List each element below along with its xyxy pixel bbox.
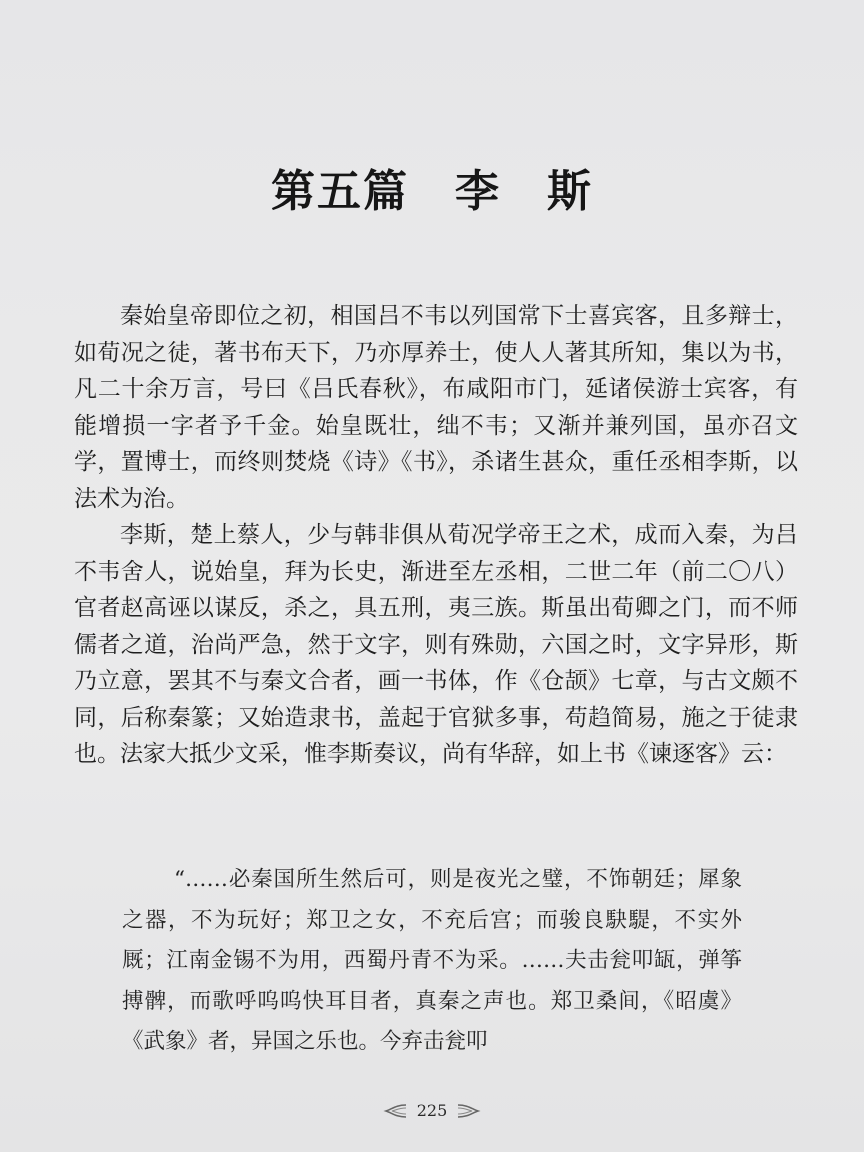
chapter-title: 第五篇 李 斯 (271, 166, 593, 217)
block-quote (122, 860, 742, 1063)
paragraph: 秦始皇帝即位之初，相国吕不韦以列国常下士喜宾客，且多辩士，如荀况之徒，著书布天下，乃亦厚养士，使人人著其所知，集以为书，凡二十余万言，号曰《吕氏春秋》，布咸阳市门，延诸侯游士宾客，有能增损一字者予千金。始皇既壮，绌不韦；又渐并兼列国，虽亦召文学，置博士，而终则焚烧《诗》《书》，杀诸生甚众，重任丞相李斯，以法术为治。 (74, 303, 798, 512)
paragraph: 李斯，楚上蔡人，少与韩非俱从荀况学帝王之术，成而入秦，为吕不韦舍人，说始皇，拜为长史，渐进至左丞相，二世二年（前二〇八）官者赵高诬以谋反，杀之，具五刑，夷三族。斯虽出荀卿之门，而不师儒者之道，治尚严急，然于文字，则有殊勋，六国之时，文字异形，斯乃立意，罢其不与秦文合者，画一书体，作《仓颉》七章，与古文颇不同，后称秦篆；又始造隶书，盖起于官狱多事，苟趋简易，施之于徒隶也。法家大抵少文采，惟李斯奏议，尚有华辞，如上书《谏逐客》云： (74, 522, 798, 767)
body-text (74, 298, 798, 773)
page-number: 225 (416, 1100, 448, 1120)
quote-text: “……必秦国所生然后可，则是夜光之璧，不饰朝廷；犀象之器，不为玩好；郑卫之女，不充后宫；而骏良駃騠，不实外厩；江南金锡不为用，西蜀丹青不为采。……夫击瓮叩缻，弹筝搏髀，而歌呼呜呜快耳目者，真秦之声也。郑卫桑间，《昭虞》《武象》者，异国之乐也。今弃击瓮叩 (122, 867, 742, 1054)
ornament-left-icon (382, 1103, 408, 1119)
ornament-right-icon (456, 1103, 482, 1119)
page-footer (0, 1096, 864, 1125)
